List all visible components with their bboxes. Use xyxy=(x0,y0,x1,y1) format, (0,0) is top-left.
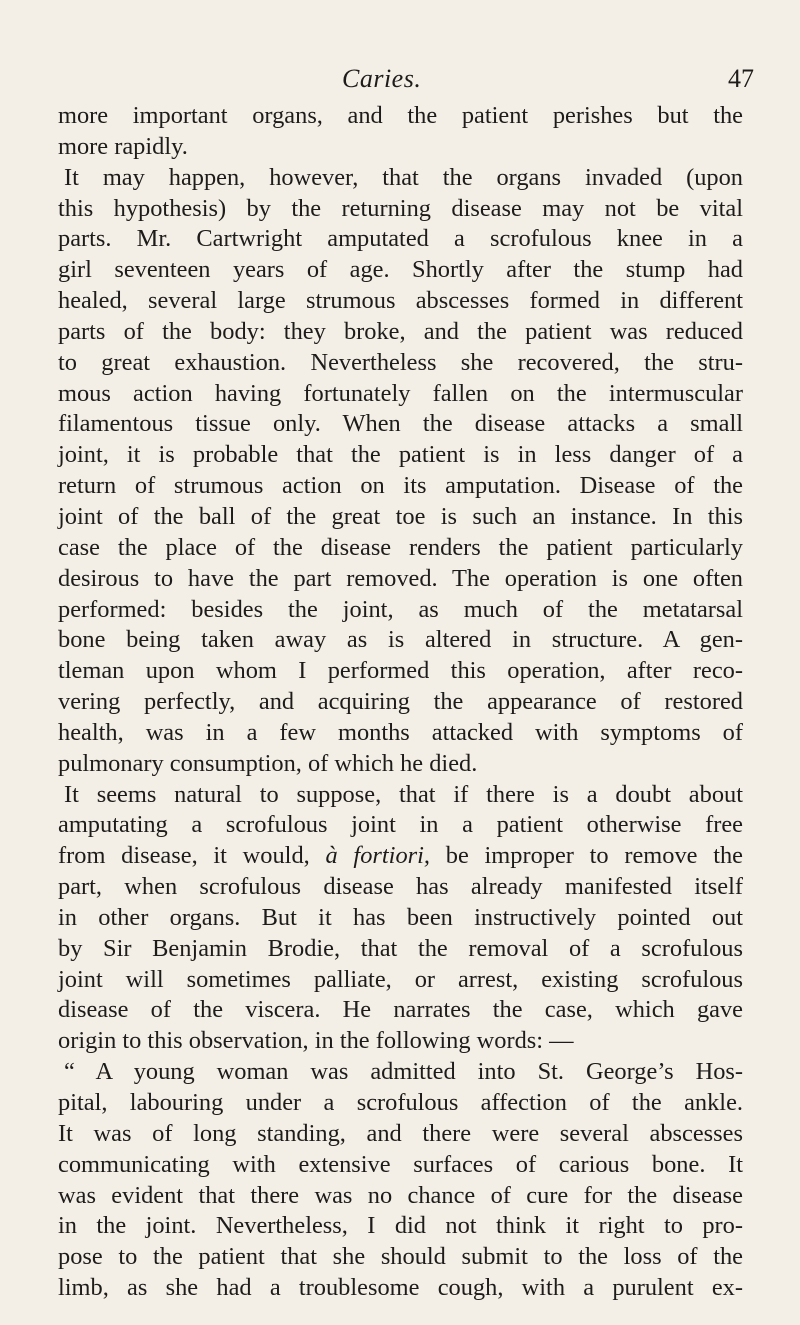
text-line: joint will sometimes palliate, or arrest, existing scrofulous xyxy=(58,965,743,993)
text-line: to great exhaustion. Nevertheless she recovered, the stru- xyxy=(58,348,743,376)
text-line: part, when scrofulous disease has already manifested itself xyxy=(58,873,743,901)
text-line: return of strumous action on its amputation. Disease of the xyxy=(58,472,743,500)
text-line: It was of long standing, and there were several abscesses xyxy=(58,1119,743,1147)
text-line: pital, labouring under a scrofulous affection of the ankle. xyxy=(58,1089,743,1116)
text-line: girl seventeen years of age. Shortly after the stump had xyxy=(58,256,743,284)
text-line: by Sir Benjamin Brodie, that the removal of a scrofulous xyxy=(58,934,743,962)
text-line: health, was in a few months attacked with symptoms of xyxy=(58,718,743,746)
text-line: healed, several large strumous abscesses formed in different xyxy=(58,287,743,315)
text-line: communicating with extensive surfaces of carious bone. It xyxy=(58,1150,743,1178)
text-line: pose to the patient that she should submit to the loss of the xyxy=(58,1243,743,1271)
text-line: bone being taken away as is altered in structure. A gen- xyxy=(58,626,743,654)
page-header xyxy=(0,64,800,98)
text-line: mous action having fortunately fallen on the intermuscular xyxy=(58,379,743,407)
text-line: in other organs. But it has been instructively pointed out xyxy=(58,903,743,931)
text-line: filamentous tissue only. When the disease attacks a small xyxy=(58,410,743,438)
text-line: tleman upon whom I performed this operation, after reco- xyxy=(58,657,743,685)
italic-phrase: à fortiori, xyxy=(325,842,431,870)
paragraph-start-line: It seems natural to suppose, that if there is a doubt about xyxy=(64,780,743,808)
text-line: amputating a scrofulous joint in a patient otherwise free xyxy=(58,811,743,839)
text-line: more important organs, and the patient perishes but the xyxy=(58,102,743,129)
text-line: parts. Mr. Cartwright amputated a scrofulous knee in a xyxy=(58,225,743,253)
page-number: 47 xyxy=(728,64,754,93)
text-segment: from disease, it would, xyxy=(58,842,310,870)
text-line: this hypothesis) by the returning disease may not be vital xyxy=(58,194,743,222)
text-line: in the joint. Nevertheless, I did not think it right to pro- xyxy=(58,1212,743,1240)
text-line: limb, as she had a troublesome cough, with a purulent ex- xyxy=(58,1274,743,1302)
text-line: joint, it is probable that the patient is in less danger of a xyxy=(58,441,743,469)
text-line: vering perfectly, and acquiring the appearance of restored xyxy=(58,688,743,716)
text-line: origin to this observation, in the following words: — xyxy=(58,1027,574,1055)
text-line-with-italic xyxy=(58,841,743,872)
text-line: desirous to have the part removed. The operation is one often xyxy=(58,564,743,592)
text-line: disease of the viscera. He narrates the case, which gave xyxy=(58,996,743,1024)
text-line: parts of the body: they broke, and the patient was reduced xyxy=(58,317,743,345)
text-line: pulmonary consumption, of which he died. xyxy=(58,749,478,777)
text-segment: be improper to remove the xyxy=(445,842,743,870)
quote-start-line: “ A young woman was admitted into St. George’s Hos- xyxy=(64,1058,743,1086)
text-line: more rapidly. xyxy=(58,132,188,160)
body-text xyxy=(58,101,743,1304)
text-line: performed: besides the joint, as much of the metatarsal xyxy=(58,595,743,623)
running-title: Caries. xyxy=(342,64,422,93)
text-line: joint of the ball of the great toe is such an instance. In this xyxy=(58,502,743,530)
text-line: case the place of the disease renders the patient particularly xyxy=(58,533,743,561)
paragraph-start-line: It may happen, however, that the organs invaded (upon xyxy=(64,163,743,191)
text-line: was evident that there was no chance of cure for the disease xyxy=(58,1181,743,1209)
